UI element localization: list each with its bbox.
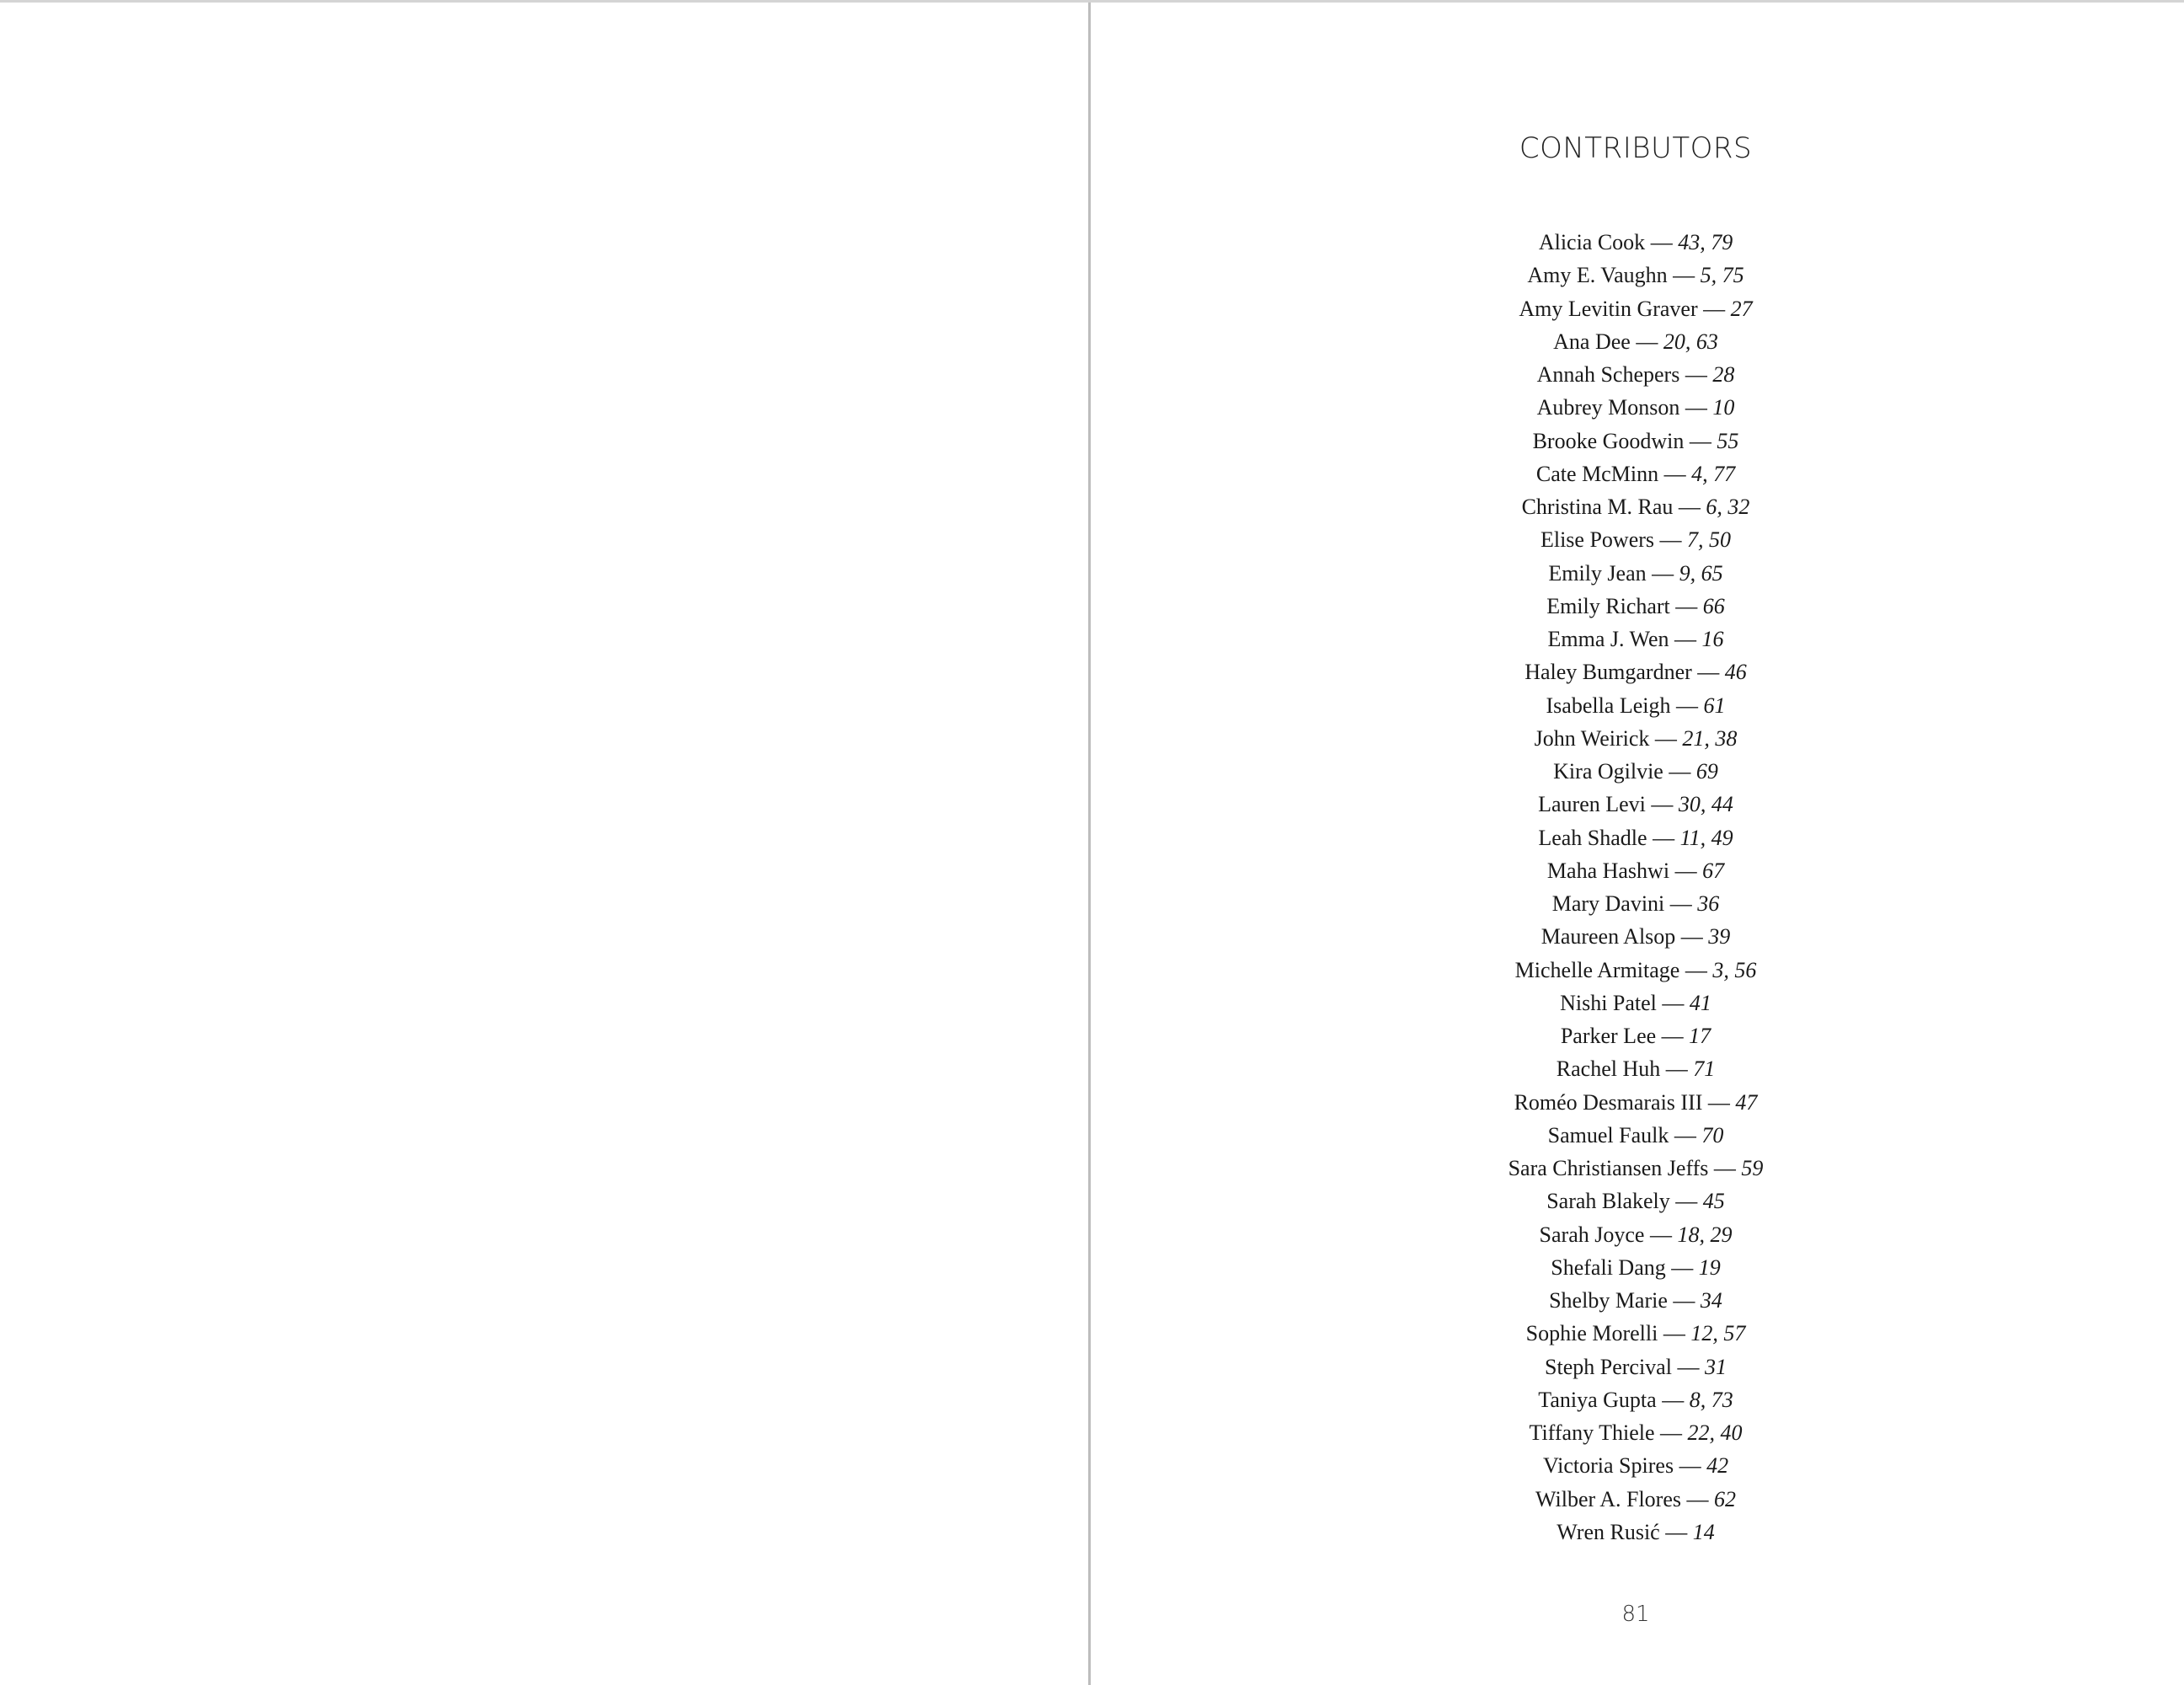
contributor-entry bbox=[1089, 1251, 2182, 1284]
em-dash-separator: — bbox=[1669, 593, 1703, 618]
contributor-entry bbox=[1089, 954, 2182, 987]
contributor-pages: 69 bbox=[1695, 759, 1718, 784]
contributor-pages: 27 bbox=[1730, 296, 1753, 321]
contributor-name: Cate McMinn bbox=[1535, 461, 1659, 486]
em-dash-separator: — bbox=[1673, 495, 1706, 519]
contributor-entry bbox=[1089, 788, 2182, 821]
contributor-pages: 34 bbox=[1700, 1288, 1722, 1313]
contributor-entry bbox=[1089, 590, 2182, 623]
em-dash-separator: — bbox=[1664, 891, 1698, 916]
em-dash-separator: — bbox=[1656, 990, 1690, 1015]
em-dash-separator: — bbox=[1667, 1288, 1701, 1313]
em-dash-separator: — bbox=[1663, 759, 1696, 784]
contributor-name: Shefali Dang bbox=[1551, 1254, 1666, 1280]
em-dash-separator: — bbox=[1646, 560, 1679, 586]
contributor-name: Parker Lee bbox=[1560, 1024, 1657, 1048]
contributor-name: Victoria Spires bbox=[1542, 1453, 1674, 1479]
contributor-entry bbox=[1089, 689, 2182, 722]
contributor-name: Sophie Morelli bbox=[1525, 1321, 1658, 1346]
contributor-entry bbox=[1089, 920, 2182, 953]
em-dash-separator: — bbox=[1654, 527, 1688, 553]
contributor-name: Emily Jean bbox=[1548, 560, 1647, 586]
contributor-name: Roméo Desmarais III bbox=[1514, 1089, 1703, 1115]
contributor-name: Sarah Joyce bbox=[1539, 1222, 1645, 1247]
contributor-name: Maha Hashwi bbox=[1546, 858, 1670, 883]
contributor-pages: 39 bbox=[1708, 924, 1731, 949]
contributor-name: Amy E. Vaughn bbox=[1527, 263, 1668, 288]
contributor-name: John Weirick bbox=[1534, 725, 1650, 751]
em-dash-separator: — bbox=[1691, 660, 1725, 685]
contributor-entry bbox=[1089, 325, 2182, 358]
em-dash-separator: — bbox=[1679, 395, 1713, 420]
em-dash-separator: — bbox=[1670, 693, 1704, 718]
contributor-name: Rachel Huh bbox=[1556, 1056, 1661, 1082]
contributor-pages: 3, 56 bbox=[1712, 957, 1757, 982]
contributor-name: Tiffany Thiele bbox=[1529, 1420, 1655, 1445]
contributor-name: Sarah Blakely bbox=[1546, 1189, 1670, 1214]
em-dash-separator: — bbox=[1671, 1354, 1705, 1379]
contributor-name: Kira Ogilvie bbox=[1553, 759, 1663, 784]
contributor-name: Wren Rusić bbox=[1557, 1519, 1660, 1544]
contributor-pages: 67 bbox=[1702, 858, 1725, 883]
contributor-entry bbox=[1089, 391, 2182, 424]
contributor-pages: 4, 77 bbox=[1691, 461, 1736, 486]
contributor-entry bbox=[1089, 1119, 2182, 1152]
contributor-entry bbox=[1089, 523, 2182, 556]
contributor-entry bbox=[1089, 755, 2182, 788]
contributor-pages: 17 bbox=[1689, 1024, 1711, 1048]
em-dash-separator: — bbox=[1669, 1122, 1702, 1147]
em-dash-separator: — bbox=[1679, 362, 1713, 387]
contributor-name: Brooke Goodwin bbox=[1532, 428, 1685, 453]
contributor-entry bbox=[1089, 226, 2182, 259]
contributor-name: Lauren Levi bbox=[1538, 792, 1646, 817]
contributor-entry bbox=[1089, 854, 2182, 887]
contributor-pages: 10 bbox=[1712, 395, 1735, 420]
em-dash-separator: — bbox=[1702, 1089, 1736, 1115]
em-dash-separator: — bbox=[1659, 1519, 1693, 1544]
em-dash-separator: — bbox=[1684, 428, 1717, 453]
contributor-pages: 59 bbox=[1741, 1156, 1764, 1180]
contributor-pages: 22, 40 bbox=[1687, 1420, 1743, 1445]
contributor-pages: 20, 63 bbox=[1663, 329, 1718, 354]
contributor-name: Sara Christiansen Jeffs bbox=[1508, 1156, 1709, 1180]
contributor-name: Aubrey Monson bbox=[1536, 395, 1680, 420]
contributor-name: Amy Levitin Graver bbox=[1519, 296, 1698, 321]
contributor-entry bbox=[1089, 1416, 2182, 1449]
contributor-entry bbox=[1089, 887, 2182, 920]
contributor-entry bbox=[1089, 1383, 2182, 1416]
em-dash-separator: — bbox=[1669, 858, 1703, 883]
contributor-name: Samuel Faulk bbox=[1547, 1122, 1669, 1147]
em-dash-separator: — bbox=[1665, 1254, 1699, 1280]
contributor-pages: 47 bbox=[1735, 1089, 1758, 1115]
contributor-entry bbox=[1089, 1185, 2182, 1217]
contributor-pages: 7, 50 bbox=[1687, 527, 1732, 553]
contributor-entry bbox=[1089, 623, 2182, 655]
em-dash-separator: — bbox=[1660, 1056, 1694, 1082]
contributor-entry bbox=[1089, 259, 2182, 292]
contributor-name: Michelle Armitage bbox=[1514, 957, 1680, 982]
contributor-name: Alicia Cook bbox=[1538, 230, 1646, 254]
contributor-list bbox=[1091, 226, 2184, 1549]
contributor-pages: 5, 75 bbox=[1700, 263, 1744, 288]
contributor-name: Emily Richart bbox=[1546, 593, 1670, 618]
contributor-pages: 19 bbox=[1698, 1254, 1721, 1280]
contributor-pages: 55 bbox=[1717, 428, 1739, 453]
page-number: 81 bbox=[1621, 1602, 1650, 1627]
contributor-pages: 30, 44 bbox=[1678, 792, 1733, 817]
em-dash-separator: — bbox=[1675, 924, 1709, 949]
em-dash-separator: — bbox=[1697, 296, 1731, 321]
contributor-entry bbox=[1089, 1284, 2182, 1317]
em-dash-separator: — bbox=[1630, 329, 1663, 354]
contributor-pages: 9, 65 bbox=[1679, 560, 1723, 586]
contributor-entry bbox=[1089, 1351, 2182, 1383]
contributor-pages: 46 bbox=[1724, 660, 1747, 685]
contributor-name: Ana Dee bbox=[1553, 329, 1631, 354]
contributor-name: Emma J. Wen bbox=[1547, 627, 1669, 651]
em-dash-separator: — bbox=[1656, 1387, 1690, 1412]
contributor-entry bbox=[1089, 722, 2182, 755]
contributor-pages: 18, 29 bbox=[1677, 1222, 1733, 1247]
contributor-entry bbox=[1089, 292, 2182, 325]
contributor-entry bbox=[1089, 1317, 2182, 1350]
contributor-name: Haley Bumgardner bbox=[1525, 660, 1692, 685]
contributor-name: Christina M. Rau bbox=[1521, 495, 1674, 519]
right-page bbox=[1091, 3, 2184, 1685]
contributor-pages: 28 bbox=[1712, 362, 1735, 387]
em-dash-separator: — bbox=[1654, 1420, 1688, 1445]
contributor-pages: 66 bbox=[1702, 593, 1725, 618]
contributor-pages: 6, 32 bbox=[1706, 495, 1750, 519]
contributor-pages: 43, 79 bbox=[1678, 230, 1733, 254]
contributor-name: Maureen Alsop bbox=[1541, 924, 1676, 949]
em-dash-separator: — bbox=[1681, 1486, 1714, 1511]
em-dash-separator: — bbox=[1679, 957, 1713, 982]
left-page bbox=[0, 3, 1088, 1685]
contributor-pages: 16 bbox=[1701, 627, 1724, 651]
contributor-entry bbox=[1089, 557, 2182, 590]
contributor-name: Elise Powers bbox=[1540, 527, 1655, 553]
contributor-entry bbox=[1089, 821, 2182, 854]
contributor-name: Shelby Marie bbox=[1549, 1288, 1668, 1313]
em-dash-separator: — bbox=[1667, 263, 1701, 288]
em-dash-separator: — bbox=[1708, 1156, 1742, 1180]
contributor-pages: 31 bbox=[1704, 1354, 1727, 1379]
contributor-name: Taniya Gupta bbox=[1538, 1387, 1657, 1412]
em-dash-separator: — bbox=[1658, 461, 1692, 486]
contributor-name: Mary Davini bbox=[1551, 891, 1665, 916]
contributor-pages: 36 bbox=[1697, 891, 1720, 916]
contributor-entry bbox=[1089, 1483, 2182, 1516]
em-dash-separator: — bbox=[1649, 725, 1683, 751]
contributor-pages: 70 bbox=[1701, 1122, 1724, 1147]
em-dash-separator: — bbox=[1645, 230, 1679, 254]
contributor-entry bbox=[1089, 358, 2182, 391]
contributor-entry bbox=[1089, 1218, 2182, 1251]
contributor-name: Annah Schepers bbox=[1536, 362, 1680, 387]
page-heading: CONTRIBUTORS bbox=[1519, 131, 1753, 165]
contributor-entry bbox=[1089, 1516, 2182, 1549]
contributor-pages: 62 bbox=[1714, 1486, 1736, 1511]
contributor-name: Isabella Leigh bbox=[1546, 693, 1671, 718]
contributor-entry bbox=[1089, 655, 2182, 688]
contributor-pages: 12, 57 bbox=[1690, 1321, 1746, 1346]
contributor-name: Nishi Patel bbox=[1560, 990, 1657, 1015]
contributor-pages: 61 bbox=[1703, 693, 1726, 718]
contributor-name: Wilber A. Flores bbox=[1535, 1486, 1681, 1511]
contributor-pages: 21, 38 bbox=[1682, 725, 1738, 751]
contributor-entry bbox=[1089, 1152, 2182, 1185]
contributor-entry bbox=[1089, 1019, 2182, 1052]
em-dash-separator: — bbox=[1644, 1222, 1678, 1247]
contributor-entry bbox=[1089, 490, 2182, 523]
em-dash-separator: — bbox=[1674, 1453, 1707, 1479]
contributor-pages: 11, 49 bbox=[1679, 825, 1733, 850]
contributor-name: Leah Shadle bbox=[1538, 825, 1647, 850]
em-dash-separator: — bbox=[1658, 1321, 1691, 1346]
em-dash-separator: — bbox=[1669, 1189, 1703, 1214]
contributor-pages: 14 bbox=[1692, 1519, 1715, 1544]
contributor-entry bbox=[1089, 1086, 2182, 1119]
contributor-entry bbox=[1089, 1449, 2182, 1482]
contributor-pages: 45 bbox=[1702, 1189, 1725, 1214]
contributor-pages: 71 bbox=[1693, 1056, 1716, 1082]
contributor-name: Steph Percival bbox=[1545, 1354, 1672, 1379]
contributor-entry bbox=[1089, 425, 2182, 457]
em-dash-separator: — bbox=[1669, 627, 1702, 651]
contributor-pages: 41 bbox=[1689, 990, 1711, 1015]
em-dash-separator: — bbox=[1656, 1024, 1690, 1048]
contributor-pages: 8, 73 bbox=[1689, 1387, 1733, 1412]
contributor-entry bbox=[1089, 1052, 2182, 1085]
em-dash-separator: — bbox=[1647, 825, 1680, 850]
contributor-pages: 42 bbox=[1706, 1453, 1729, 1479]
contributor-entry bbox=[1089, 987, 2182, 1019]
em-dash-separator: — bbox=[1645, 792, 1679, 817]
contributor-entry bbox=[1089, 457, 2182, 490]
